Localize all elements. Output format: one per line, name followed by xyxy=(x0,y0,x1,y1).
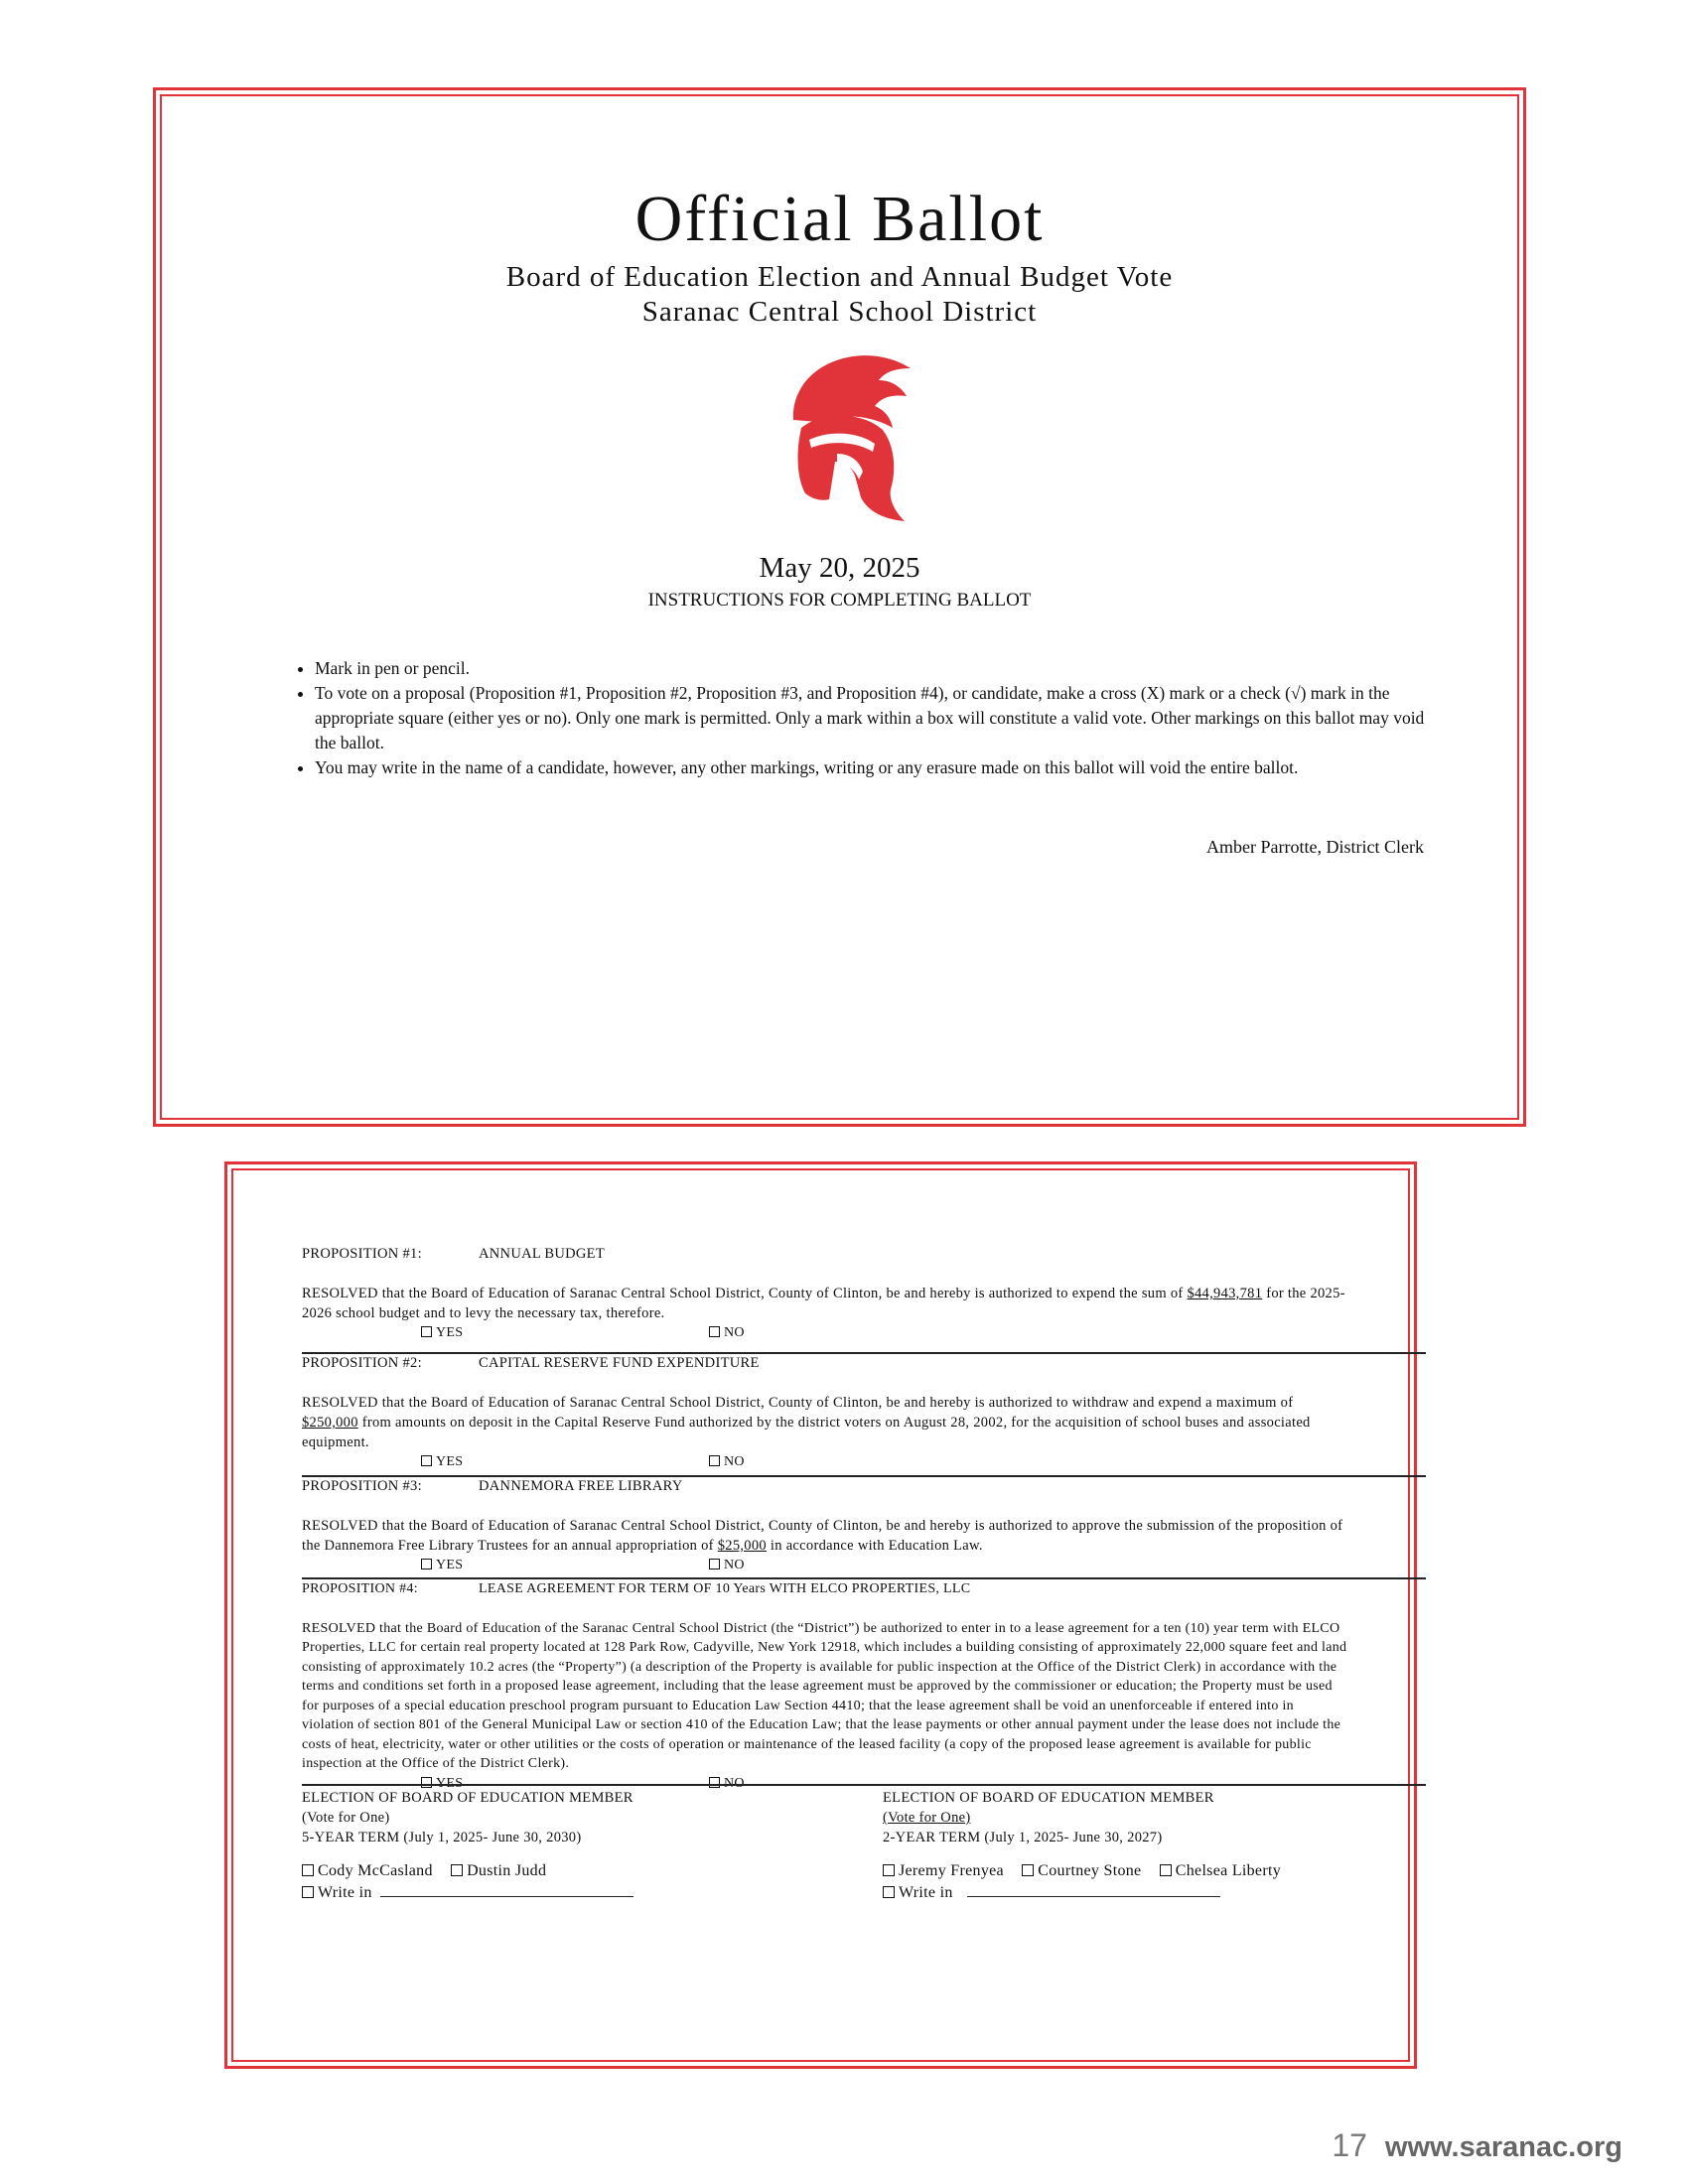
checkbox[interactable] xyxy=(883,1864,895,1876)
write-in-option[interactable]: Write in xyxy=(302,1884,372,1901)
write-in-line[interactable] xyxy=(380,1896,633,1897)
election-date: May 20, 2025 xyxy=(759,552,920,584)
no-option[interactable]: NO xyxy=(709,1774,745,1794)
instruction-item: • Mark in pen or pencil. xyxy=(315,656,1437,681)
instructions-list xyxy=(275,656,1437,780)
instructions-heading: INSTRUCTIONS FOR COMPLETING BALLOT xyxy=(647,590,1032,611)
checkbox[interactable] xyxy=(709,1326,720,1337)
proposition-heading: PROPOSITION #2: CAPITAL RESERVE FUND EXPENDITURE xyxy=(302,1355,760,1371)
proposition-text: RESOLVED that the Board of Education of Saranac Central School District, County of Clinton, be and hereby is authorized to withdraw and expend a maximum of $250,000 from amounts on deposit in the Capital Reserve Fund authorized by the district voters on August 28, 2002, for the acquisition of school buses and associated equipment. xyxy=(302,1395,1311,1450)
yes-option[interactable]: YES xyxy=(421,1774,463,1794)
yes-option[interactable]: YES xyxy=(421,1452,463,1472)
candidate-chelsea-liberty[interactable]: Chelsea Liberty xyxy=(1160,1862,1281,1879)
proposition-text: RESOLVED that the Board of Education of the Saranac Central School District (the “District”) be authorized to enter in to a lease agreement for a ten (10) year term with ELCO Properties, LLC for certain real property located at 128 Park Row, Cadyville, New York 12918, which includes a building consisting of approximately 22,000 square feet and land consisting of approximately 10.2 acres (the “Property”) (a description of the Property is available for public inspection at the Office of the District Clerk) in accordance with the terms and conditions set forth in a proposed lease agreement, including that the lease agreement must be approved by the commissioner or education; the Property must be used for purposes of a special education preschool program pursuant to Education Law Section 4410; that the lease agreement shall be void an unenforceable if entered into in violation of section 801 of the General Municipal Law or section 410 of the Education Law; that the lease payments or other annual payment under the lease does not include the costs of heat, electricity, water or other utilities or the costs of operation or maintenance of the leased facility (a copy of the proposed lease agreement is available for public inspection at the Office of the District Clerk). xyxy=(302,1620,1347,1771)
candidate-dustin-judd[interactable]: Dustin Judd xyxy=(451,1862,546,1879)
election-heading: ELECTION OF BOARD OF EDUCATION MEMBER xyxy=(883,1790,1214,1806)
write-in-option[interactable]: Write in xyxy=(883,1884,953,1901)
candidate-cody-mccasland[interactable]: Cody McCasland xyxy=(302,1862,433,1879)
ballot-subtitle: Board of Education Election and Annual Budget Vote xyxy=(505,261,1174,293)
instruction-item: • To vote on a proposal (Proposition #1, Proposition #2, Proposition #3, and Proposition #4), or candidate, make a cross (X) mark or a check (√) mark in the appropriate square (either yes or no). Only one mark is permitted. Only a mark within a box will constitute a valid vote. Other markings on this ballot may void the ballot. xyxy=(315,681,1437,755)
instruction-item: • You may write in the name of a candidate, however, any other markings, writing or any erasure made on this ballot will void the entire ballot. xyxy=(315,755,1437,780)
ballot-frame xyxy=(224,1161,1417,2069)
proposition-heading: PROPOSITION #1: ANNUAL BUDGET xyxy=(302,1246,606,1262)
checkbox[interactable] xyxy=(709,1455,720,1466)
vote-for-one: (Vote for One) xyxy=(883,1810,971,1826)
district-name: Saranac Central School District xyxy=(641,296,1038,328)
website-url[interactable]: www.saranac.org xyxy=(1384,2131,1622,2163)
checkbox[interactable] xyxy=(709,1559,720,1570)
candidate-jeremy-frenyea[interactable]: Jeremy Frenyea xyxy=(883,1862,1004,1879)
no-option[interactable]: NO xyxy=(709,1323,745,1343)
checkbox[interactable] xyxy=(421,1559,432,1570)
checkbox[interactable] xyxy=(1022,1864,1034,1876)
cover-frame xyxy=(153,87,1526,1127)
checkbox[interactable] xyxy=(1160,1864,1172,1876)
clerk-signature: Amber Parrotte, District Clerk xyxy=(1206,837,1424,857)
proposition-3 xyxy=(302,1476,1349,1575)
election-5-year xyxy=(302,1788,858,1903)
candidate-courtney-stone[interactable]: Courtney Stone xyxy=(1022,1862,1141,1879)
term-label: 5-YEAR TERM (July 1, 2025- June 30, 2030) xyxy=(302,1830,582,1845)
election-heading: ELECTION OF BOARD OF EDUCATION MEMBER xyxy=(302,1790,633,1806)
proposition-1 xyxy=(302,1244,1349,1343)
page-number: 17 xyxy=(1332,2127,1367,2163)
spartan-helmet-icon xyxy=(764,350,922,529)
proposition-text: RESOLVED that the Board of Education of Saranac Central School District, County of Clinton, be and hereby is authorized to expend the sum of $44,943,781 for the 2025-2026 school budget and to levy the necessary tax, therefore. xyxy=(302,1286,1345,1321)
no-option[interactable]: NO xyxy=(709,1556,745,1575)
divider xyxy=(302,1784,1426,1786)
proposition-4 xyxy=(302,1579,1349,1794)
write-in-line[interactable] xyxy=(967,1896,1220,1897)
budget-amount: $44,943,781 xyxy=(1187,1286,1263,1301)
proposition-text: RESOLVED that the Board of Education of Saranac Central School District, County of Clinton, be and hereby is authorized to approve the submission of the proposition of the Dannemora Free Library Trustees for an annual appropriation of $25,000 in accordance with Education Law. xyxy=(302,1518,1343,1554)
checkbox[interactable] xyxy=(302,1886,314,1898)
reserve-amount: $250,000 xyxy=(302,1415,358,1431)
checkbox[interactable] xyxy=(883,1886,895,1898)
checkbox[interactable] xyxy=(421,1455,432,1466)
library-amount: $25,000 xyxy=(717,1538,767,1554)
no-option[interactable]: NO xyxy=(709,1452,745,1472)
checkbox[interactable] xyxy=(302,1864,314,1876)
ballot-title: Official Ballot xyxy=(634,183,1045,255)
proposition-2 xyxy=(302,1353,1349,1472)
page-footer xyxy=(1332,2127,1622,2164)
proposition-heading: PROPOSITION #3: DANNEMORA FREE LIBRARY xyxy=(302,1478,683,1494)
term-label: 2-YEAR TERM (July 1, 2025- June 30, 2027) xyxy=(883,1830,1163,1845)
vote-for-one: (Vote for One) xyxy=(302,1810,390,1826)
yes-option[interactable]: YES xyxy=(421,1323,463,1343)
checkbox[interactable] xyxy=(451,1864,463,1876)
proposition-heading: PROPOSITION #4: LEASE AGREEMENT FOR TERM OF 10 Years WITH ELCO PROPERTIES, LLC xyxy=(302,1581,971,1596)
checkbox[interactable] xyxy=(421,1326,432,1337)
yes-option[interactable]: YES xyxy=(421,1556,463,1575)
election-2-year xyxy=(883,1788,1359,1903)
